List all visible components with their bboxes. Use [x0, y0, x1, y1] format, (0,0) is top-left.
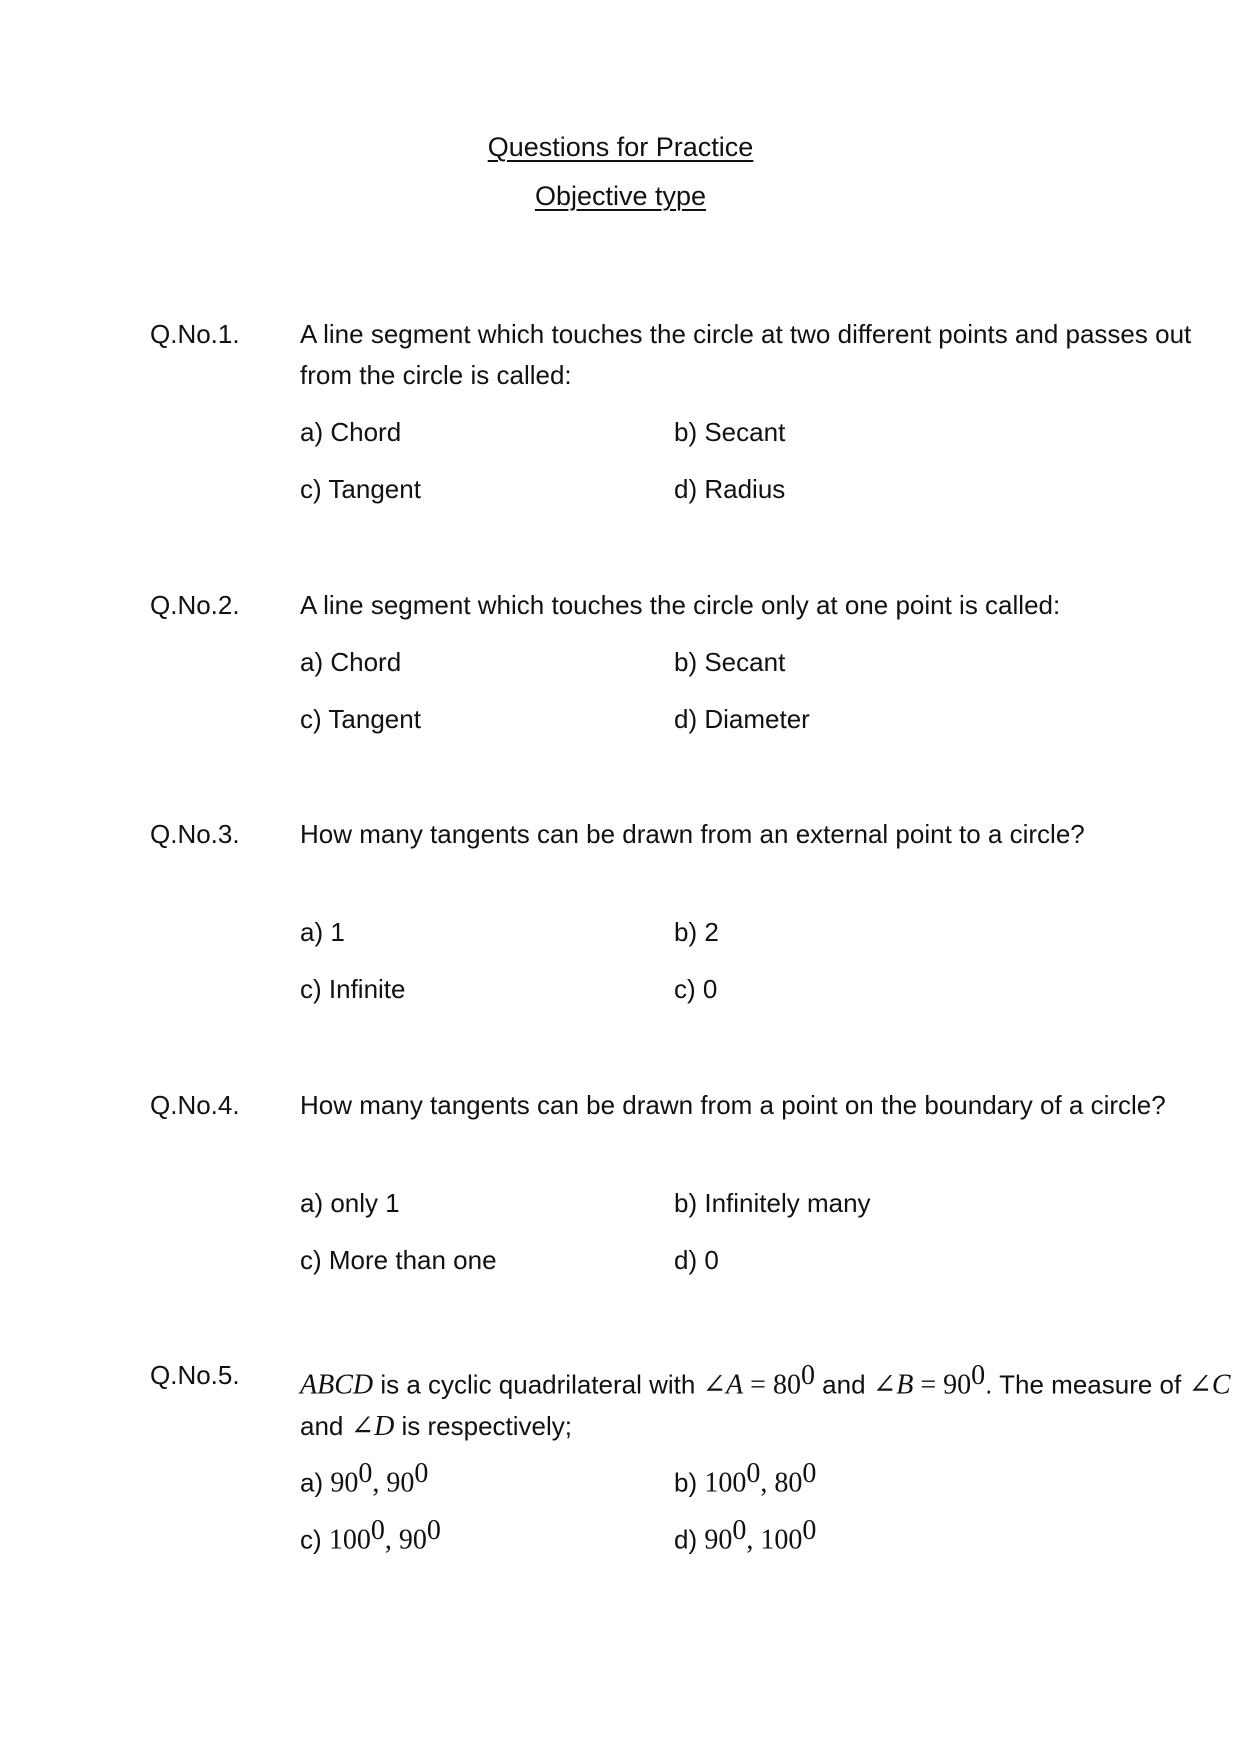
option-c: c) Tangent [300, 704, 421, 734]
option-b: b) Infinitely many [674, 1188, 871, 1218]
option-b: b) Secant [674, 647, 786, 677]
option-b: b) $100^0$, $80^0$ [674, 1458, 817, 1499]
question-text: How many tangents can be drawn from a point on the boundary of a circle? [300, 1090, 1166, 1120]
option-a: a) $90^0$, $90^0$ [300, 1458, 429, 1499]
question-number: Q.No.2. [150, 590, 240, 620]
option-a: a) 1 [300, 917, 345, 947]
question-text: A line segment which touches the circle only at one point is called: [300, 590, 1061, 620]
option-a: a) only 1 [300, 1188, 400, 1218]
option-d: d) Radius [674, 474, 786, 504]
question-number: Q.No.3. [150, 819, 240, 849]
option-d: d) 0 [674, 1245, 719, 1275]
option-c: c) Tangent [300, 474, 421, 504]
option-d: d) $90^0$, $100^0$ [674, 1515, 817, 1556]
option-b: b) 2 [674, 917, 719, 947]
question-text: ABCD is a cyclic quadrilateral with ∠A = $80^0$ and ∠B = $90^0$. The measure of ∠C and ∠D is respectively; [300, 1360, 1231, 1442]
option-a: a) Chord [300, 647, 402, 677]
option-d: d) Diameter [674, 704, 810, 734]
page-title: Questions for Practice [487, 132, 754, 162]
question-number: Q.No.1. [150, 319, 240, 349]
option-c: c) More than one [300, 1245, 497, 1275]
math-abcd: ABCD [300, 1369, 374, 1401]
angle-a: ∠A [702, 1369, 744, 1401]
question-number: Q.No.4. [150, 1090, 240, 1120]
question-text: How many tangents can be drawn from an external point to a circle? [300, 819, 1085, 849]
question-text: A line segment which touches the circle at two different points and passes out from the circle is called: [300, 319, 1192, 390]
option-d: c) 0 [674, 974, 718, 1004]
angle-d: ∠D [350, 1410, 395, 1442]
angle-b: ∠B [872, 1369, 914, 1401]
option-a: a) Chord [300, 417, 402, 447]
option-c: c) $100^0$, $90^0$ [300, 1515, 441, 1556]
page-subtitle: Objective type [534, 181, 707, 211]
question-number: Q.No.5. [150, 1360, 240, 1390]
angle-c: ∠C [1188, 1369, 1231, 1401]
option-c: c) Infinite [300, 974, 406, 1004]
option-b: b) Secant [674, 417, 786, 447]
